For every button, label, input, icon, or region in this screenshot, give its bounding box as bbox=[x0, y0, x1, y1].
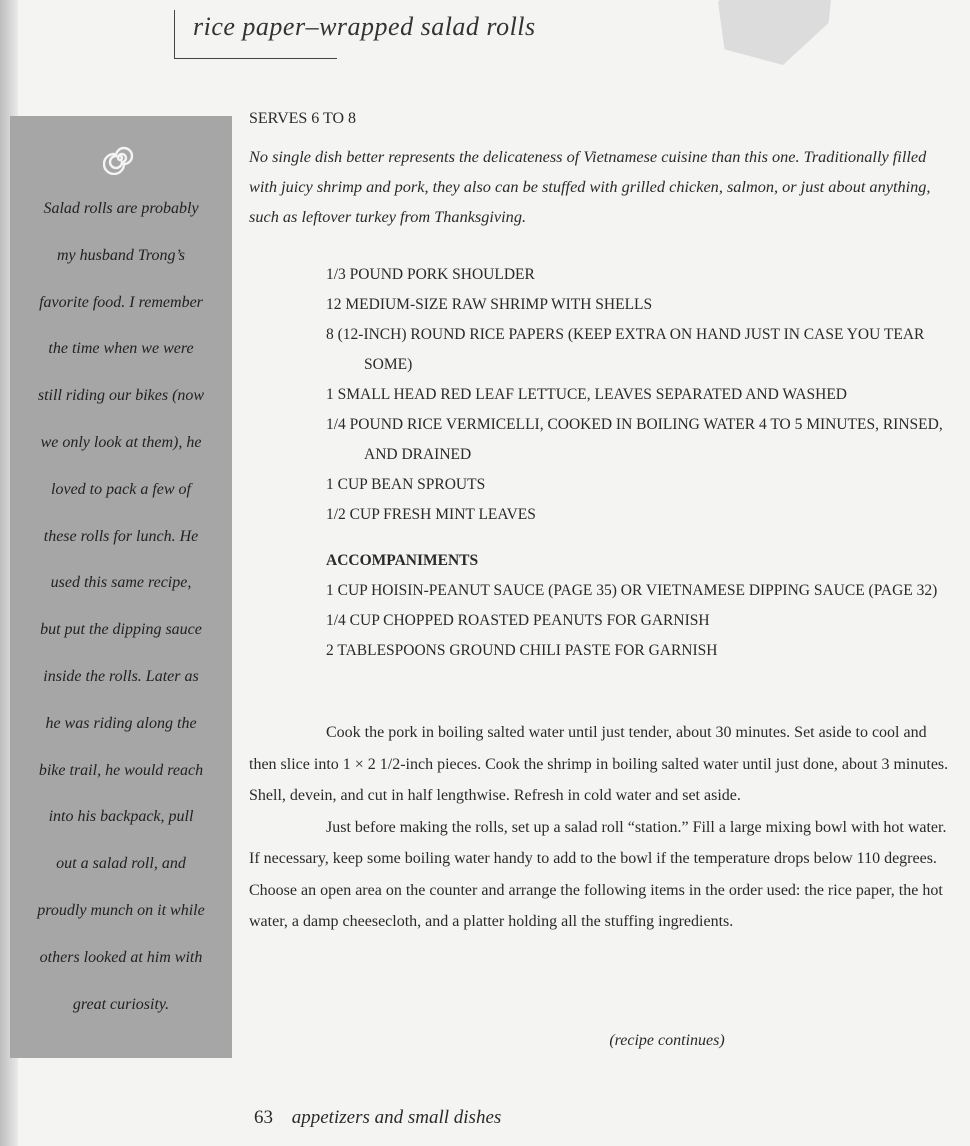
method-paragraph: Just before making the rolls, set up a salad roll “station.” Fill a large mixing bowl with hot water. If necessary, keep some boiling water handy to add to the bowl if the temperature drops below 110 degrees. Choose an open area on the counter and arrange the following items in the order used: the rice paper, the hot water, a damp cheesecloth, and a platter holding all the stuffing ingredients. bbox=[249, 818, 947, 930]
sidebar-note-line: we only look at them), he bbox=[40, 433, 202, 451]
sidebar-note-line: these rolls for lunch. He bbox=[43, 527, 199, 545]
method-text bbox=[249, 717, 949, 938]
sidebar-note-line: bike trail, he would reach bbox=[38, 761, 204, 779]
page-footer bbox=[254, 1107, 501, 1129]
spiral-icon bbox=[103, 141, 137, 175]
sidebar-note-line: into his backpack, pull bbox=[48, 808, 194, 826]
sidebar-note-line: others looked at him with bbox=[39, 948, 203, 966]
sidebar-note-line: still riding our bikes (now bbox=[37, 387, 205, 405]
ingredient-item: 1 SMALL HEAD RED LEAF LETTUCE, LEAVES SEPARATED AND WASHED bbox=[326, 386, 847, 403]
sidebar-note-line: the time when we were bbox=[48, 340, 194, 358]
accompaniments-heading: ACCOMPANIMENTS bbox=[326, 552, 479, 569]
decorative-shape bbox=[705, 0, 835, 65]
recipe-intro: No single dish better represents the delicateness of Vietnamese cuisine than this one. Traditionally filled with juicy shrimp and pork, they also can be stuffed with grilled chicken, salmon, or just about anything, such as leftover turkey from Thanksgiving. bbox=[249, 147, 931, 226]
serves-line: SERVES 6 TO 8 bbox=[249, 110, 357, 127]
sidebar-note-line: inside the rolls. Later as bbox=[43, 667, 199, 685]
ingredient-item: 1/2 CUP FRESH MINT LEAVES bbox=[326, 506, 536, 523]
page-number: 63 bbox=[254, 1107, 273, 1128]
ingredient-item: 12 MEDIUM-SIZE RAW SHRIMP WITH SHELLS bbox=[326, 296, 653, 313]
ingredient-item: 1 CUP BEAN SPROUTS bbox=[326, 476, 486, 493]
sidebar-note-line: out a salad roll, and bbox=[56, 855, 186, 873]
sidebar-note-line: he was riding along the bbox=[45, 714, 197, 732]
sidebar-note-line: great curiosity. bbox=[72, 995, 170, 1013]
method-paragraph: Cook the pork in boiling salted water until just tender, about 30 minutes. Set aside to cool and then slice into 1 × 2 1/2-inch pieces. Cook the shrimp in boiling salted water until just done, about 3 minutes. Shell, devein, and cut in half lengthwise. Refresh in cold water and set aside. bbox=[249, 724, 949, 804]
sidebar-note-line: proudly munch on it while bbox=[37, 901, 205, 919]
ingredient-item: 1/4 POUND RICE VERMICELLI, COOKED IN BOILING WATER 4 TO 5 MINUTES, RINSED, AND DRAINED bbox=[326, 416, 943, 463]
sidebar-note bbox=[10, 186, 232, 1028]
recipe-continues-note: (recipe continues) bbox=[609, 1032, 725, 1049]
sidebar-note-line: Salad rolls are probably bbox=[43, 200, 199, 217]
ingredient-list bbox=[326, 260, 949, 666]
section-title: appetizers and small dishes bbox=[291, 1107, 502, 1128]
sidebar-note-line: favorite food. I remember bbox=[39, 293, 203, 311]
sidebar-note-line: used this same recipe, bbox=[50, 574, 192, 592]
accompaniment-item: 2 TABLESPOONS GROUND CHILI PASTE FOR GARNISH bbox=[326, 642, 718, 659]
sidebar-note-panel bbox=[10, 116, 232, 1058]
accompaniment-item: 1 CUP HOISIN-PEANUT SAUCE (PAGE 35) OR VIETNAMESE DIPPING SAUCE (PAGE 32) bbox=[326, 582, 938, 599]
sidebar-note-line: my husband Trong’s bbox=[56, 246, 186, 264]
sidebar-note-line: but put the dipping sauce bbox=[40, 621, 202, 639]
ingredient-item: 1/3 POUND PORK SHOULDER bbox=[326, 266, 535, 283]
accompaniment-item: 1/4 CUP CHOPPED ROASTED PEANUTS FOR GARNISH bbox=[326, 612, 710, 629]
sidebar-note-line: loved to pack a few of bbox=[51, 480, 191, 498]
recipe-title: rice paper–wrapped salad rolls bbox=[193, 12, 536, 41]
ingredient-item: 8 (12-INCH) ROUND RICE PAPERS (KEEP EXTRA ON HAND JUST IN CASE YOU TEAR SOME) bbox=[326, 326, 925, 373]
